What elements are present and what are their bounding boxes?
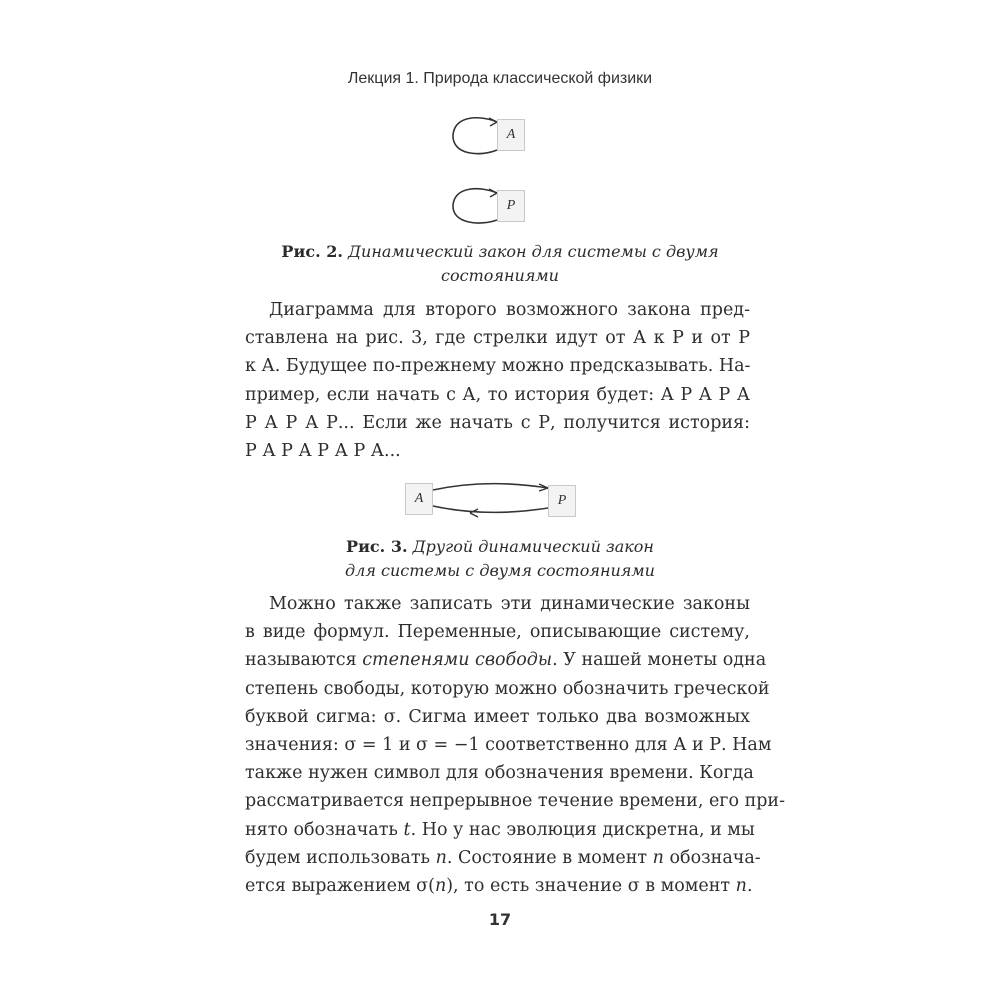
text-line: значения: σ = 1 и σ = −1 соответственно для А и Р. Нам [245, 735, 772, 756]
caption-text: Другой динамический закон [412, 537, 654, 556]
page-number: 17 [488, 910, 512, 929]
text-line [245, 872, 753, 900]
math-variable: n [735, 876, 747, 897]
text-fragment: . [746, 876, 753, 897]
text-line: Р А Р А Р... Если же начать с Р, получится история: [245, 412, 750, 433]
caption-label: Рис. 3. [346, 537, 408, 556]
text-fragment: будем использовать [245, 847, 436, 868]
math-variable: n [434, 876, 447, 897]
text-fragment: ), то есть значение σ в момент [446, 876, 736, 897]
text-fragment: . У нашей монеты одна [552, 650, 767, 671]
text-fragment: ется выражением σ( [245, 876, 435, 897]
text-line: степень свободы, которую можно обозначить греческой [245, 678, 770, 699]
text-line: в виде формул. Переменные, описывающие систему, [245, 622, 750, 643]
text-fragment: . Но у нас эволюция дискретна, и мы [410, 819, 755, 840]
caption-text: для системы с двумя состояниями [345, 561, 655, 580]
text-line: буквой сигма: σ. Сигма имеет только два возможных [245, 706, 750, 727]
text-line: к А. Будущее по-прежнему можно предсказывать. На- [245, 356, 751, 377]
text-fragment: нято обозначать [245, 819, 404, 840]
state-p-box: P [548, 485, 576, 517]
paragraph-2 [245, 590, 786, 900]
text-line: Диаграмма для второго возможного закона пред- [269, 300, 750, 320]
text-line [245, 816, 755, 844]
text-line [245, 646, 767, 674]
text-line: пример, если начать с А, то история будет: А Р А Р А [245, 384, 750, 405]
caption-text: состояниями [441, 266, 559, 285]
text-fragment: называются [245, 650, 363, 671]
caption-label: Рис. 2. [281, 242, 343, 261]
text-line: Р А Р А Р А Р А... [245, 441, 401, 462]
math-variable: n [435, 847, 447, 868]
text-line: Можно также записать эти динамические законы [269, 594, 750, 614]
math-variable: n [652, 847, 664, 868]
figure-3-caption [0, 535, 1000, 583]
text-line: также нужен символ для обозначения времени. Когда [245, 763, 754, 784]
running-header: Лекция 1. Природа классической физики [347, 70, 653, 87]
text-fragment: . Состояние в момент [446, 847, 653, 868]
text-line: ставлена на рис. 3, где стрелки идут от А к Р и от Р [245, 328, 750, 349]
state-a-box: A [497, 119, 525, 151]
state-a-box: A [405, 483, 433, 515]
text-line [245, 844, 761, 872]
math-variable: t [403, 819, 411, 840]
text-line: рассматривается непрерывное течение времени, его при- [245, 791, 786, 812]
term-emphasis: степенями свободы [362, 650, 553, 671]
caption-text: Динамический закон для системы с двумя [348, 242, 719, 261]
text-fragment: обознача- [663, 847, 761, 868]
state-p-box: P [497, 190, 525, 222]
